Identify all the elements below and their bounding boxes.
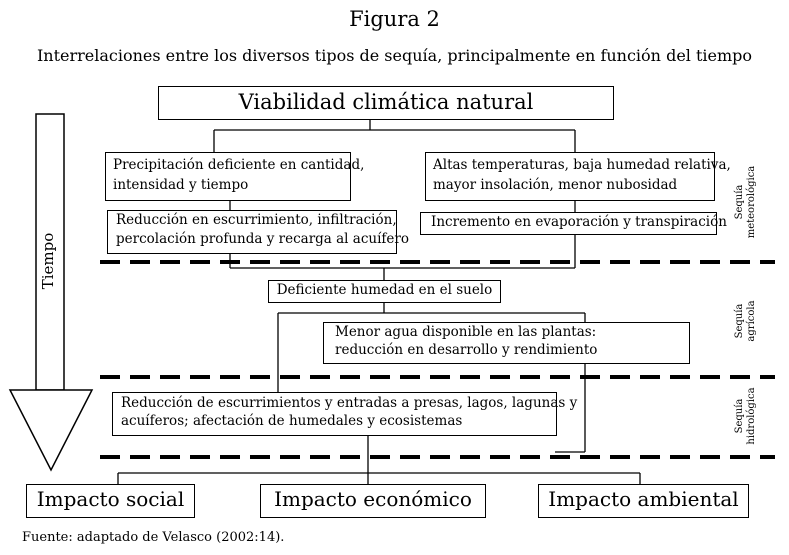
node-temperaturas-line1: Altas temperaturas, baja humedad relativa, xyxy=(433,157,731,173)
impact-social-text: Impacto social xyxy=(36,487,185,511)
impact-social xyxy=(26,484,195,518)
node-plantas-line2: reducción en desarrollo y rendimiento xyxy=(335,342,598,358)
node-evaporacion-text: Incremento en evaporación y transpiración xyxy=(431,214,727,230)
label-sequia-agricola-line1: Sequía xyxy=(734,303,745,339)
impact-ambiental xyxy=(538,484,749,518)
impact-economico xyxy=(260,484,486,518)
node-temperaturas-line2: mayor insolación, menor nubosidad xyxy=(433,177,678,193)
node-humedad-suelo xyxy=(268,280,501,303)
node-escurrimiento-line1: Reducción en escurrimiento, infiltración, xyxy=(116,212,397,228)
label-sequia-agricola-line2: agrícola xyxy=(745,300,757,342)
node-viabilidad-text: Viabilidad climática natural xyxy=(238,90,534,114)
figure-subtitle: Interrelaciones entre los diversos tipos de sequía, principalmente en función del tiempo xyxy=(36,46,753,65)
label-sequia-meteorologica xyxy=(734,162,762,242)
node-evaporacion xyxy=(420,212,727,235)
label-sequia-meteorologica-line2: meteorológica xyxy=(745,165,757,239)
node-plantas-line1: Menor agua disponible en las plantas: xyxy=(335,324,597,340)
node-temperaturas xyxy=(425,152,731,201)
label-sequia-agricola xyxy=(734,289,762,353)
time-arrow-head xyxy=(10,390,92,470)
label-sequia-hidrologica-line2: hidrológica xyxy=(745,387,757,445)
node-escurrimiento-line2: percolación profunda y recarga al acuífero xyxy=(116,231,409,247)
node-precipitacion-line2: intensidad y tiempo xyxy=(113,177,249,193)
label-sequia-hidrologica xyxy=(734,380,762,452)
source-note: Fuente: adaptado de Velasco (2002:14). xyxy=(22,530,285,545)
impact-ambiental-text: Impacto ambiental xyxy=(548,487,739,511)
node-hidrologica-line2: acuíferos; afectación de humedales y ecosistemas xyxy=(121,413,463,429)
node-hidrologica xyxy=(112,392,578,436)
node-escurrimiento xyxy=(107,210,409,254)
node-precipitacion-line1: Precipitación deficiente en cantidad, xyxy=(113,157,365,173)
label-sequia-meteorologica-line1: Sequía xyxy=(734,184,745,220)
node-viabilidad xyxy=(158,86,614,120)
figure-title: Figura 2 xyxy=(349,7,440,31)
node-precipitacion xyxy=(105,152,365,201)
time-label: Tiempo xyxy=(39,232,57,290)
node-plantas xyxy=(323,322,690,364)
node-hidrologica-line1: Reducción de escurrimientos y entradas a presas, lagos, lagunas y xyxy=(121,395,578,411)
label-sequia-hidrologica-line1: Sequía xyxy=(734,398,745,434)
node-humedad-suelo-text: Deficiente humedad en el suelo xyxy=(276,282,493,298)
impact-economico-text: Impacto económico xyxy=(274,487,472,511)
